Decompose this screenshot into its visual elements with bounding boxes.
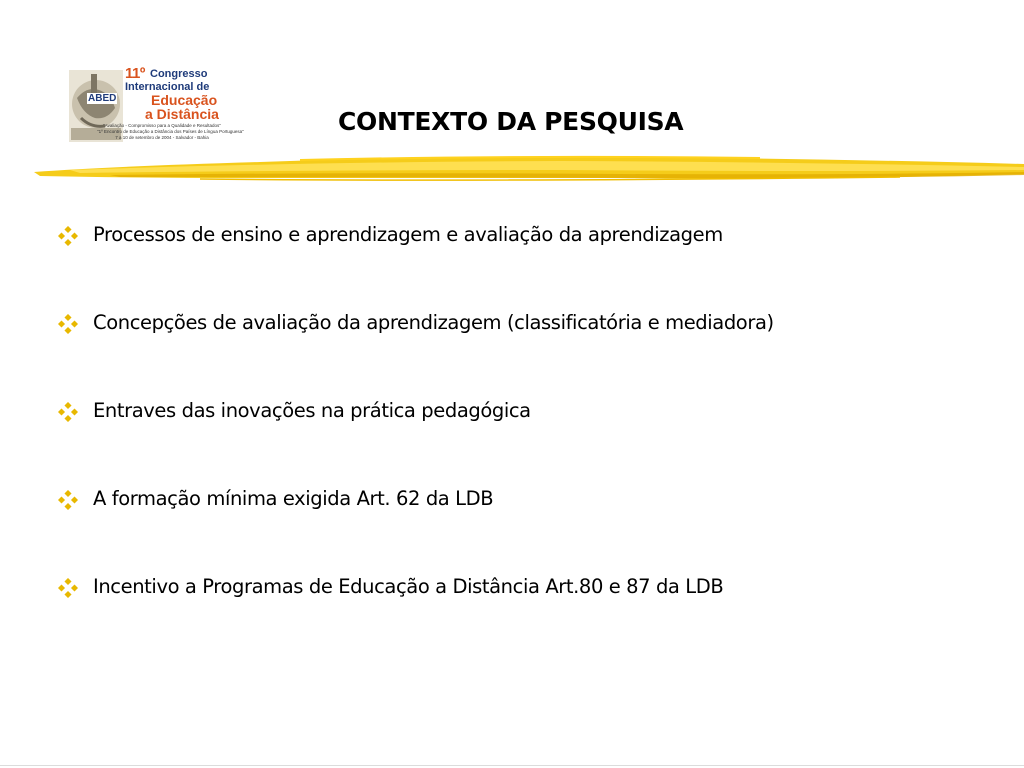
diamond-bullet-icon — [58, 314, 78, 334]
list-item — [58, 304, 956, 342]
slide-title: CONTEXTO DA PESQUISA — [338, 107, 684, 136]
bullet-text: Entraves das inovações na prática pedagógica — [93, 399, 531, 422]
abed-badge: ABED — [88, 93, 117, 104]
bullet-text: Incentivo a Programas de Educação a Distância Art.80 e 87 da LDB — [93, 575, 724, 598]
logo-fine-print-2: "1º Encontro de Educação a Distância dos Países de Língua Portuguesa" — [97, 129, 244, 134]
diamond-bullet-icon — [58, 402, 78, 422]
diamond-bullet-icon — [58, 226, 78, 246]
logo-edition-number: 11º — [125, 65, 145, 82]
diamond-bullet-icon — [58, 490, 78, 510]
yellow-brush-stroke-icon — [0, 148, 1024, 188]
logo-line-3: Educação — [151, 92, 218, 108]
logo-line-4: a Distância — [145, 106, 219, 122]
logo-line-1: Congresso — [150, 68, 208, 80]
list-item — [58, 568, 956, 606]
list-item — [58, 480, 956, 518]
logo-fine-print-3: 7 a 10 de setembro de 2004 - Salvador - Bahia — [115, 135, 209, 140]
congress-logo — [67, 65, 244, 146]
bullet-text: Concepções de avaliação da aprendizagem (classificatória e mediadora) — [93, 311, 774, 334]
diamond-bullet-icon — [58, 578, 78, 598]
bullet-list — [58, 216, 956, 656]
logo-fine-print-1: "Avaliação - Compromisso para a Qualidade e Resultados" — [103, 123, 221, 128]
bullet-text: A formação mínima exigida Art. 62 da LDB — [93, 487, 494, 510]
logo-line-2: Internacional de — [125, 81, 210, 93]
list-item — [58, 216, 956, 254]
bullet-text: Processos de ensino e aprendizagem e avaliação da aprendizagem — [93, 223, 723, 246]
bottom-divider — [0, 765, 1024, 766]
list-item — [58, 392, 956, 430]
